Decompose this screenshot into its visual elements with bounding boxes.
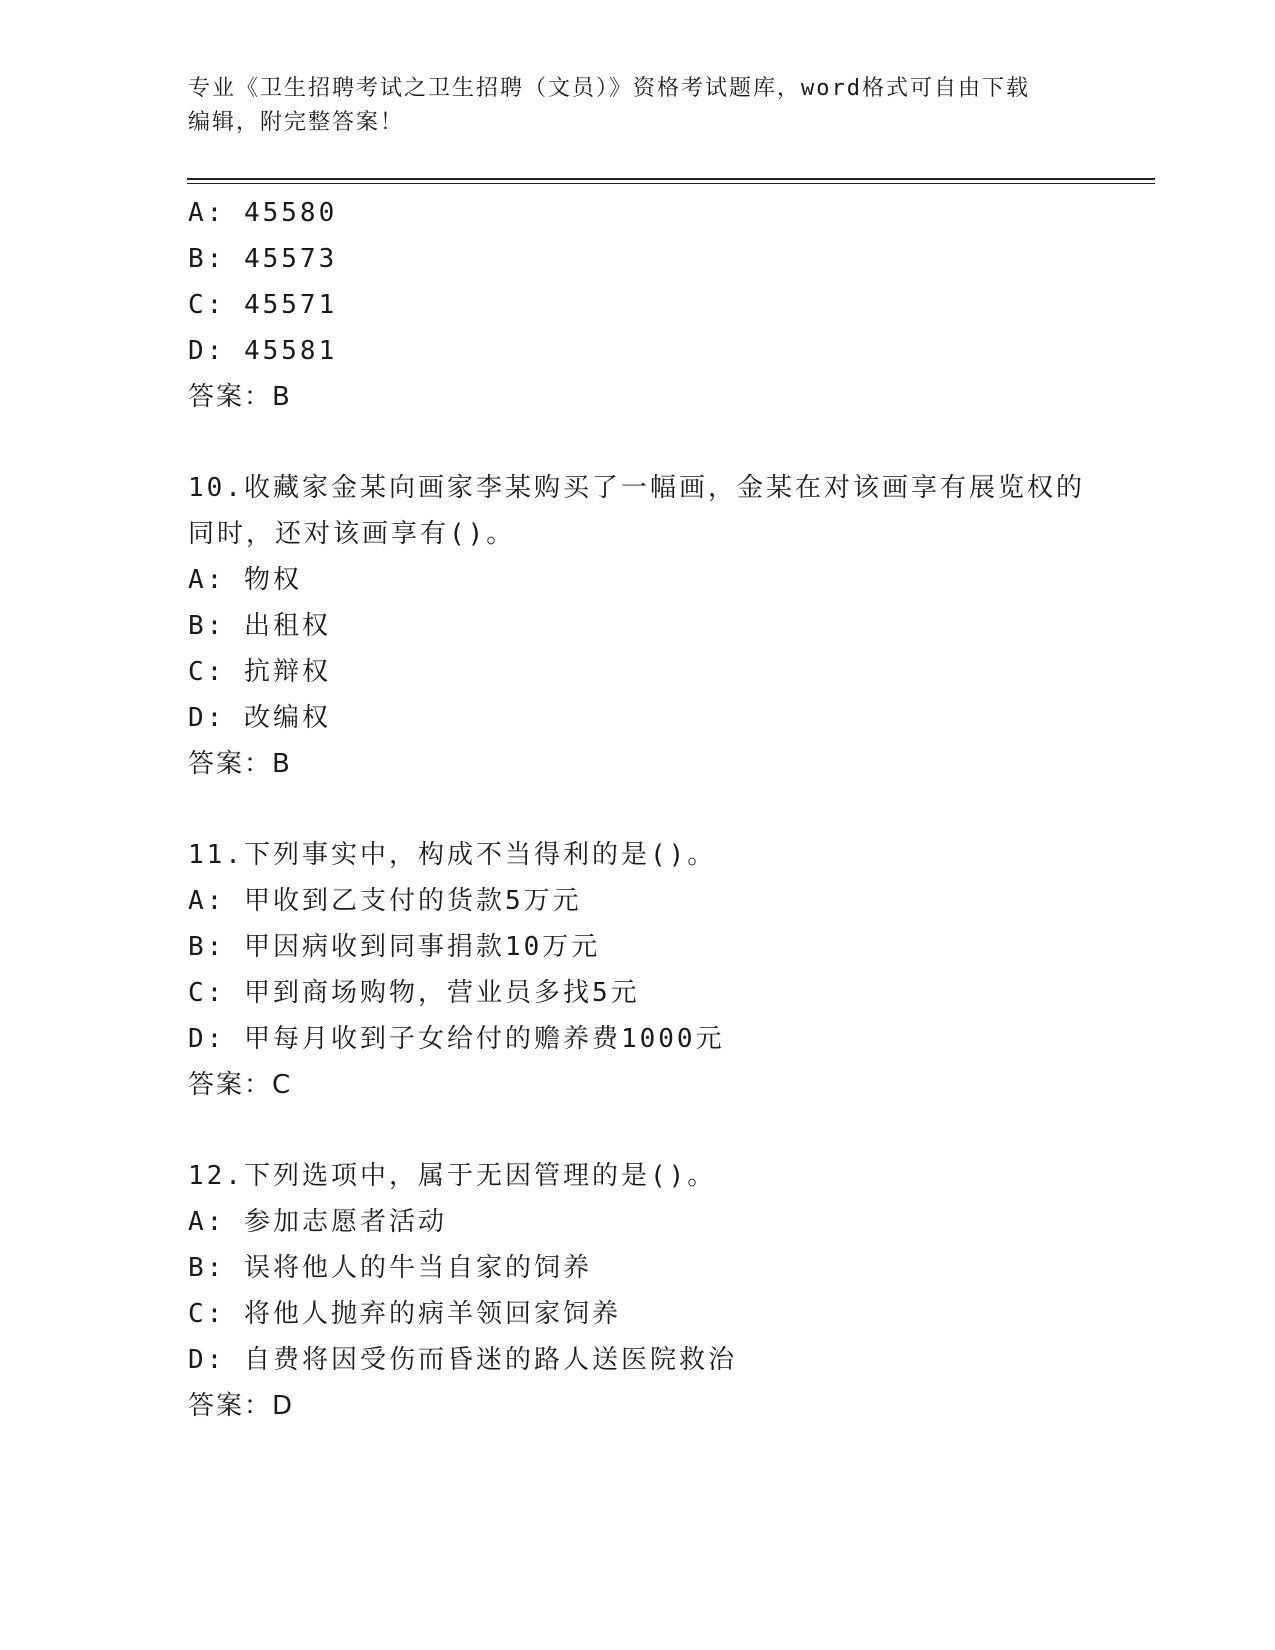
- question-stem-line-1: 10.收藏家金某向画家李某购买了一幅画，金某在对该画享有展览权的: [188, 473, 1085, 503]
- option-c: C: 45571: [188, 290, 338, 320]
- option-d: D: 甲每月收到子女给付的赡养费1000元: [188, 1024, 725, 1054]
- spacer: [188, 1108, 1148, 1153]
- question-stem-line-2: 同时，还对该画享有()。: [188, 519, 516, 549]
- option-b: B: 45573: [188, 244, 338, 274]
- option-a: A: 物权: [188, 565, 302, 595]
- question-11: [188, 832, 1148, 1108]
- answer-label: 答案：D: [188, 1391, 295, 1421]
- spacer: [188, 787, 1148, 832]
- document-header: [188, 72, 1088, 140]
- option-a: A: 45580: [188, 198, 338, 228]
- option-b: B: 出租权: [188, 611, 331, 641]
- answer-label: 答案：B: [188, 382, 292, 412]
- option-a: A: 甲收到乙支付的货款5万元: [188, 886, 582, 916]
- header-line-2: 编辑，附完整答案！: [188, 110, 405, 135]
- option-d: D: 自费将因受伤而昏迷的路人送医院救治: [188, 1345, 737, 1375]
- option-b: B: 误将他人的牛当自家的饲养: [188, 1253, 592, 1283]
- spacer: [188, 420, 1148, 465]
- option-d: D: 45581: [188, 336, 338, 366]
- option-c: C: 甲到商场购物，营业员多找5元: [188, 978, 640, 1008]
- question-list: [188, 190, 1148, 1429]
- option-c: C: 抗辩权: [188, 657, 331, 687]
- question-12: [188, 1153, 1148, 1429]
- question-10: [188, 465, 1148, 787]
- header-divider-thick: [187, 178, 1155, 180]
- option-b: B: 甲因病收到同事捐款10万元: [188, 932, 601, 962]
- option-d: D: 改编权: [188, 703, 331, 733]
- question-stem: 12.下列选项中，属于无因管理的是()。: [188, 1161, 717, 1191]
- question-stem: 11.下列事实中，构成不当得利的是()。: [188, 840, 717, 870]
- option-c: C: 将他人抛弃的病羊领回家饲养: [188, 1299, 621, 1329]
- header-divider-thin: [187, 183, 1155, 184]
- question-9: [188, 190, 1148, 420]
- answer-label: 答案：C: [188, 1070, 293, 1100]
- option-a: A: 参加志愿者活动: [188, 1207, 447, 1237]
- header-line-1: 专业《卫生招聘考试之卫生招聘（文员）》资格考试题库，word格式可自由下载: [188, 76, 1030, 101]
- answer-label: 答案：B: [188, 749, 292, 779]
